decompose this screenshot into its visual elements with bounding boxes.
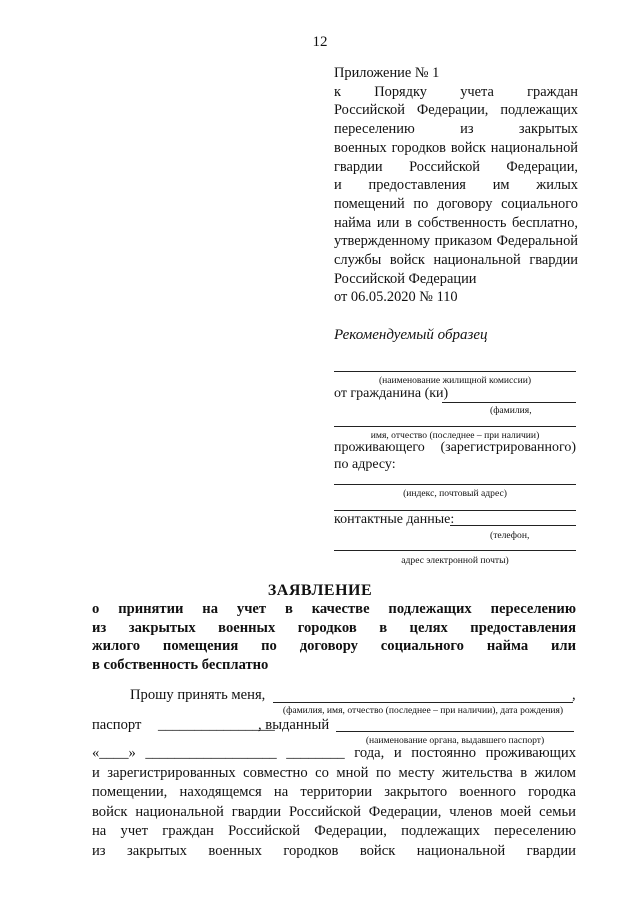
residing-label: проживающего (зарегистрированного): [334, 440, 576, 455]
applicant-name-line[interactable]: [273, 702, 573, 703]
page-number: 12: [312, 34, 328, 50]
statement-title: ЗАЯВЛЕНИЕ: [267, 582, 373, 599]
request-label: Прошу принять меня,: [130, 687, 266, 703]
address-label: по адресу:: [334, 457, 396, 472]
appendix-line: найма или в собственность бесплатно,: [334, 214, 578, 231]
appendix-line: помещений по договору социального: [334, 195, 578, 212]
commission-name-line[interactable]: [334, 371, 576, 372]
appendix-line: военных городков войск национальной: [334, 139, 578, 156]
subject-line: жилого помещения по договору социального найма или: [92, 638, 576, 654]
person-caption: (фамилия, имя, отчество (последнее – при наличии), дата рождения): [282, 705, 564, 716]
name-caption: имя, отчество (последнее – при наличии): [370, 430, 540, 441]
appendix-line: службы войск национальной гвардии: [334, 252, 578, 269]
statement-subject: [92, 600, 576, 674]
email-line[interactable]: [334, 550, 576, 551]
subject-line: о принятии на учет в качестве подлежащих переселению: [92, 601, 576, 617]
date-line[interactable]: «____» __________________ ________ года, и постоянно проживающих: [92, 745, 576, 761]
appendix-line: Российской Федерации: [334, 270, 477, 287]
statement-body: [92, 744, 576, 861]
body-line: помещении, находящемся на территории закрытого военного городка: [92, 784, 576, 800]
citizen-name-line[interactable]: [334, 426, 576, 427]
address-line-2[interactable]: [334, 510, 576, 511]
recommended-sample: Рекомендуемый образец: [334, 327, 488, 343]
commission-caption: (наименование жилищной комиссии): [378, 375, 532, 386]
phone-line[interactable]: [450, 525, 576, 526]
passport-number-field[interactable]: ________________: [158, 717, 275, 733]
body-line: войск национальной гвардии Российской Федерации, членов моей семьи: [92, 803, 576, 820]
subject-line: из закрытых военных городков в целях предоставления: [92, 619, 576, 636]
issued-label: , выданный: [258, 717, 330, 733]
request-comma: ,: [572, 687, 576, 703]
email-caption: адрес электронной почты): [401, 555, 509, 566]
appendix-line: и предоставления им жилых: [334, 177, 578, 194]
contacts-label: контактные данные:: [334, 512, 455, 527]
citizen-surname-line[interactable]: [442, 402, 576, 403]
appendix-line: Российской Федерации, подлежащих: [334, 102, 578, 119]
appendix-line: от 06.05.2020 № 110: [334, 289, 458, 306]
passport-label: паспорт: [92, 717, 142, 733]
surname-caption: (фамилия,: [490, 405, 532, 416]
appendix-line: утвержденному приказом Федеральной: [334, 233, 578, 250]
body-line: из закрытых военных городков войск национальной гвардии: [92, 842, 576, 859]
from-citizen-label: от гражданина (ки): [334, 386, 449, 401]
appendix-header: [334, 64, 578, 307]
appendix-line: гвардии Российской Федерации,: [334, 158, 578, 175]
phone-caption: (телефон,: [490, 530, 530, 541]
address-caption: (индекс, почтовый адрес): [403, 488, 507, 499]
body-line: и зарегистрированных совместно со мной по месту жительства в жилом: [92, 764, 576, 781]
appendix-line: к Порядку учета граждан: [334, 83, 578, 100]
appendix-line: Приложение № 1: [334, 65, 440, 81]
appendix-line: переселению из закрытых: [334, 121, 578, 138]
issuer-caption: (наименование органа, выдавшего паспорт): [365, 735, 545, 746]
address-line[interactable]: [334, 484, 576, 485]
body-line: на учет граждан Российской Федерации, подлежащих переселению: [92, 823, 576, 839]
issuer-line[interactable]: [336, 731, 574, 732]
subject-line: в собственность бесплатно: [92, 656, 269, 673]
